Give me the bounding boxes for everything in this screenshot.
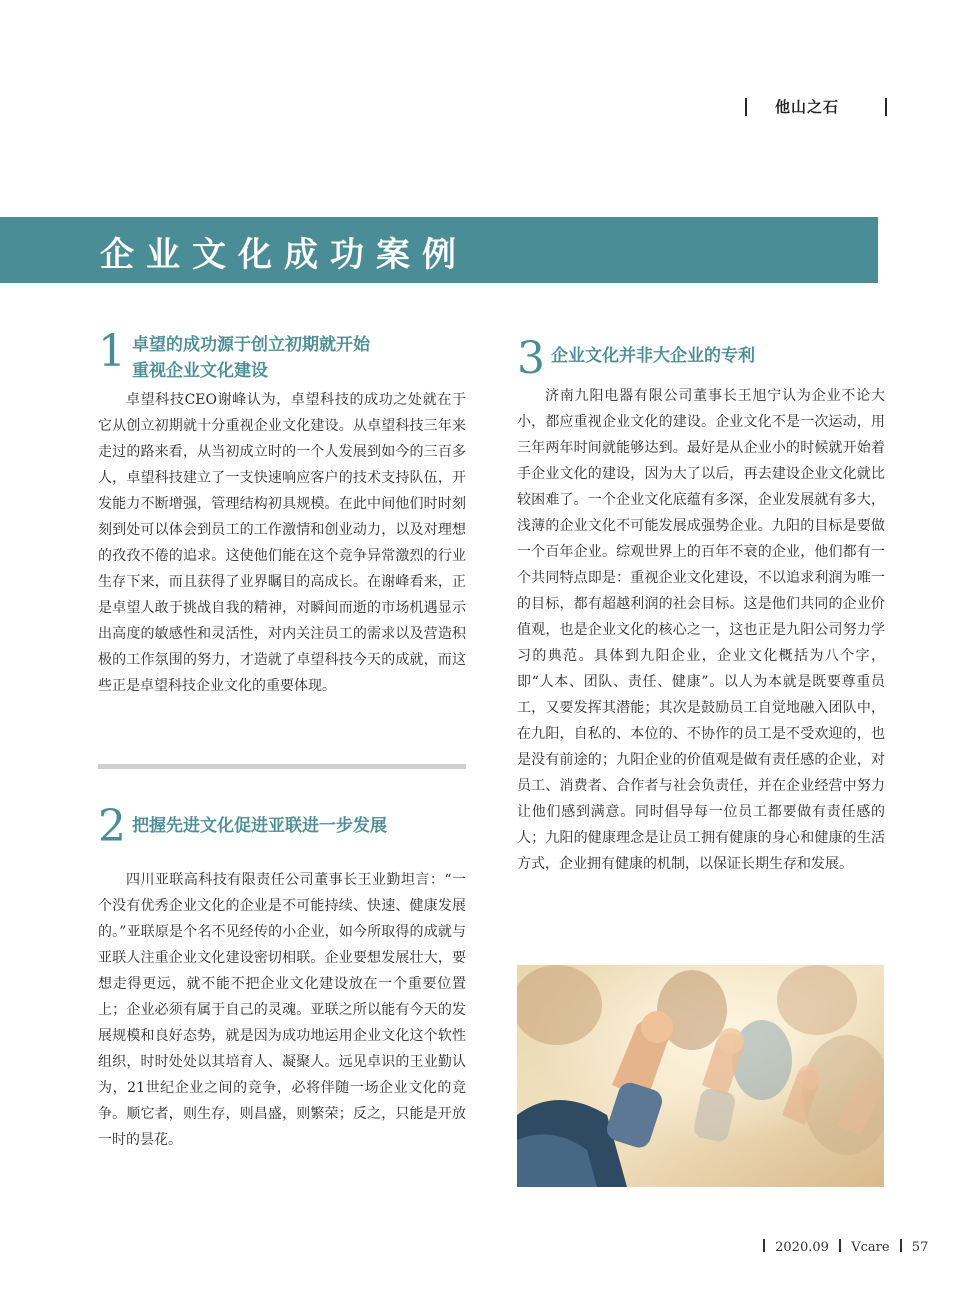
section-1-body: 卓望科技CEO谢峰认为，卓望科技的成功之处就在于它从创立初期就十分重视企业文化建设。从卓望科技三年来走过的路来看，从当初成立时的一个人发展到如今的三百多人，卓望科技建立了一支快速响应客户的技术支持队伍，开发能力不断增强，管理结构初具规模。在此中间他们时时刻刻到处可以体会到员工的工作激情和创业动力，以及对理想的孜孜不倦的追求。这使他们能在这个竞争异常激烈的行业生存下来，而且获得了业界瞩目的高成长。在谢峰看来，正是卓望人敢于挑战自我的精神，对瞬间而逝的市场机遇显示出高度的敏感性和灵活性，对内关注员工的需求以及营造积极的工作氛围的努力，才造就了卓望科技今天的成就，而这些正是卓望科技企业文化的重要体现。 — [98, 392, 466, 694]
section-divider-right — [885, 98, 887, 116]
team-cheering-photo — [517, 965, 884, 1187]
page-number: 57 — [911, 1240, 929, 1255]
section-1-title-line1: 卓望的成功源于创立初期就开始 — [132, 335, 370, 355]
section-2-number: 2 — [98, 801, 126, 852]
title-banner — [0, 217, 878, 283]
section-3-heading — [517, 333, 887, 384]
section-2-title: 把握先进文化促进亚联进一步发展 — [132, 816, 387, 836]
footer-divider — [839, 1239, 841, 1252]
magazine-name: Vcare — [851, 1240, 890, 1255]
section-3-number: 3 — [517, 333, 545, 384]
footer-divider — [900, 1239, 902, 1252]
section-1-title-line2: 重视企业文化建设 — [132, 361, 268, 381]
page-title: 企业文化成功案例 — [100, 235, 468, 275]
section-3-title: 企业文化并非大企业的专利 — [551, 346, 755, 366]
section-divider — [98, 764, 466, 769]
section-label-text: 他山之石 — [775, 98, 840, 116]
issue-date: 2020.09 — [775, 1240, 829, 1255]
team-cheering-image — [517, 965, 884, 1187]
section-1-number: 1 — [98, 326, 126, 377]
section-1-title — [132, 332, 370, 384]
section-divider-left — [745, 98, 747, 116]
section-label — [745, 96, 890, 120]
page-footer — [757, 1239, 928, 1259]
section-2-body: 四川亚联高科技有限责任公司董事长王业勤坦言：“一个没有优秀企业文化的企业是不可能持续、快速、健康发展的。”亚联原是个名不见经传的小企业，如今所取得的成就与亚联人注重企业文化建设密切相联。企业要想发展壮大，要想走得更远，就不能不把企业文化建设放在一个重要位置上；企业必须有属于自己的灵魂。亚联之所以能有今天的发展规模和良好态势，就是因为成功地运用企业文化这个软性组织，时时处处以其培育人、凝聚人。远见卓识的王业勤认为，21世纪企业之间的竞争，必将伴随一场企业文化的竞争。顺它者，则生存，则昌盛，则繁荣；反之，只能是开放一时的昙花。 — [98, 872, 466, 1148]
section-3-body: 济南九阳电器有限公司董事长王旭宁认为企业不论大小，都应重视企业文化的建设。企业文化不是一次运动，用三年两年时间就能够达到。最好是从企业小的时候就开始着手企业文化的建设，因为大了以后，再去建设企业文化就比较困难了。一个企业文化底蕴有多深，企业发展就有多大，浅薄的企业文化不可能发展成强势企业。九阳的目标是要做一个百年企业。综观世界上的百年不衰的企业，他们都有一个共同特点即是：重视企业文化建设，不以追求利润为唯一的目标，都有超越利润的社会目标。这是他们共同的企业价值观，也是企业文化的核心之一，这也正是九阳公司努力学习的典范。具体到九阳企业，企业文化概括为八个字，即“人本、团队、责任、健康”。以人为本就是既要尊重员工，又要发挥其潜能；其次是鼓励员工自觉地融入团队中，在九阳，自私的、本位的、不协作的员工是不受欢迎的，也是没有前途的；九阳企业的价值观是做有责任感的企业，对员工、消费者、合作者与社会负责任，并在企业经营中努力让他们感到满意。同时倡导每一位员工都要做有责任感的人；九阳的健康理念是让员工拥有健康的身心和健康的生活方式，企业拥有健康的机制，以保证长期生存和发展。 — [517, 388, 885, 872]
section-1-heading — [98, 326, 478, 390]
footer-divider — [763, 1239, 765, 1252]
section-2-heading — [98, 801, 478, 852]
